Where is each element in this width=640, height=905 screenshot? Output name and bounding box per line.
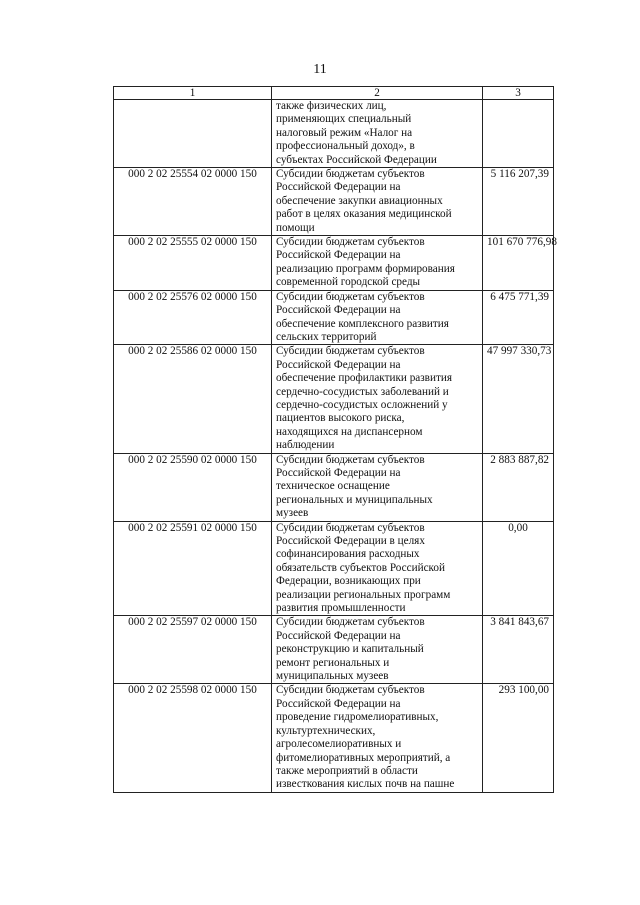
budget-code-cell: 000 2 02 25597 02 0000 150	[114, 616, 272, 684]
budget-code-cell: 000 2 02 25576 02 0000 150	[114, 290, 272, 345]
budget-table-body	[114, 87, 557, 793]
amount-cell: 5 116 207,39	[483, 168, 554, 236]
table-row	[114, 168, 554, 236]
budget-code-cell: 000 2 02 25555 02 0000 150	[114, 236, 272, 291]
amount-cell: 47 997 330,73	[483, 345, 554, 453]
amount-cell: 0,00	[483, 521, 554, 616]
table-row	[114, 684, 554, 792]
description-cell: Субсидии бюджетам субъектов Российской Федерации в целях софинансирования расходных обязательств субъектов Российской Федерации, возникающих при реализации региональных программ развития промышленности	[272, 521, 483, 616]
table-row	[114, 290, 554, 345]
description-cell: Субсидии бюджетам субъектов Российской Федерации на реализацию программ формирования современной городской среды	[272, 236, 483, 291]
budget-code-cell	[114, 100, 272, 168]
column-header-3: 3	[483, 87, 554, 100]
description-cell: Субсидии бюджетам субъектов Российской Федерации на проведение гидромелиоративных, культуртехнических, агролесомелиоративных и фитомелиоративных мероприятий, а также мероприятий в области известкования кислых почв на пашне	[272, 684, 483, 792]
description-cell: Субсидии бюджетам субъектов Российской Федерации на реконструкцию и капитальный ремонт региональных и муниципальных музеев	[272, 616, 483, 684]
amount-cell: 6 475 771,39	[483, 290, 554, 345]
description-cell: Субсидии бюджетам субъектов Российской Федерации на обеспечение закупки авиационных работ в целях оказания медицинской помощи	[272, 168, 483, 236]
description-cell: Субсидии бюджетам субъектов Российской Федерации на техническое оснащение региональных и муниципальных музеев	[272, 453, 483, 521]
amount-cell: 3 841 843,67	[483, 616, 554, 684]
description-cell: Субсидии бюджетам субъектов Российской Федерации на обеспечение комплексного развития сельских территорий	[272, 290, 483, 345]
table-row	[114, 236, 554, 291]
table-row	[114, 100, 554, 168]
table-row	[114, 521, 554, 616]
page-number: 11	[313, 62, 327, 77]
budget-code-cell: 000 2 02 25590 02 0000 150	[114, 453, 272, 521]
amount-cell: 101 670 776,98	[483, 236, 554, 291]
budget-code-cell: 000 2 02 25554 02 0000 150	[114, 168, 272, 236]
amount-cell: 293 100,00	[483, 684, 554, 792]
budget-code-cell: 000 2 02 25598 02 0000 150	[114, 684, 272, 792]
column-header-2: 2	[272, 87, 483, 100]
table-row	[114, 616, 554, 684]
header-row	[114, 87, 554, 100]
table-row	[114, 345, 554, 453]
column-header-1: 1	[114, 87, 272, 100]
budget-code-cell: 000 2 02 25591 02 0000 150	[114, 521, 272, 616]
description-cell: Субсидии бюджетам субъектов Российской Федерации на обеспечение профилактики развития сердечно-сосудистых заболеваний и сердечно-сосудистых осложнений у пациентов высокого риска, находящихся на диспансерном наблюдении	[272, 345, 483, 453]
table-row	[114, 453, 554, 521]
amount-cell: 2 883 887,82	[483, 453, 554, 521]
budget-code-cell: 000 2 02 25586 02 0000 150	[114, 345, 272, 453]
description-cell: также физических лиц, применяющих специальный налоговый режим «Налог на профессиональный доход», в субъектах Российской Федерации	[272, 100, 483, 168]
amount-cell	[483, 100, 554, 168]
budget-table	[113, 86, 557, 793]
